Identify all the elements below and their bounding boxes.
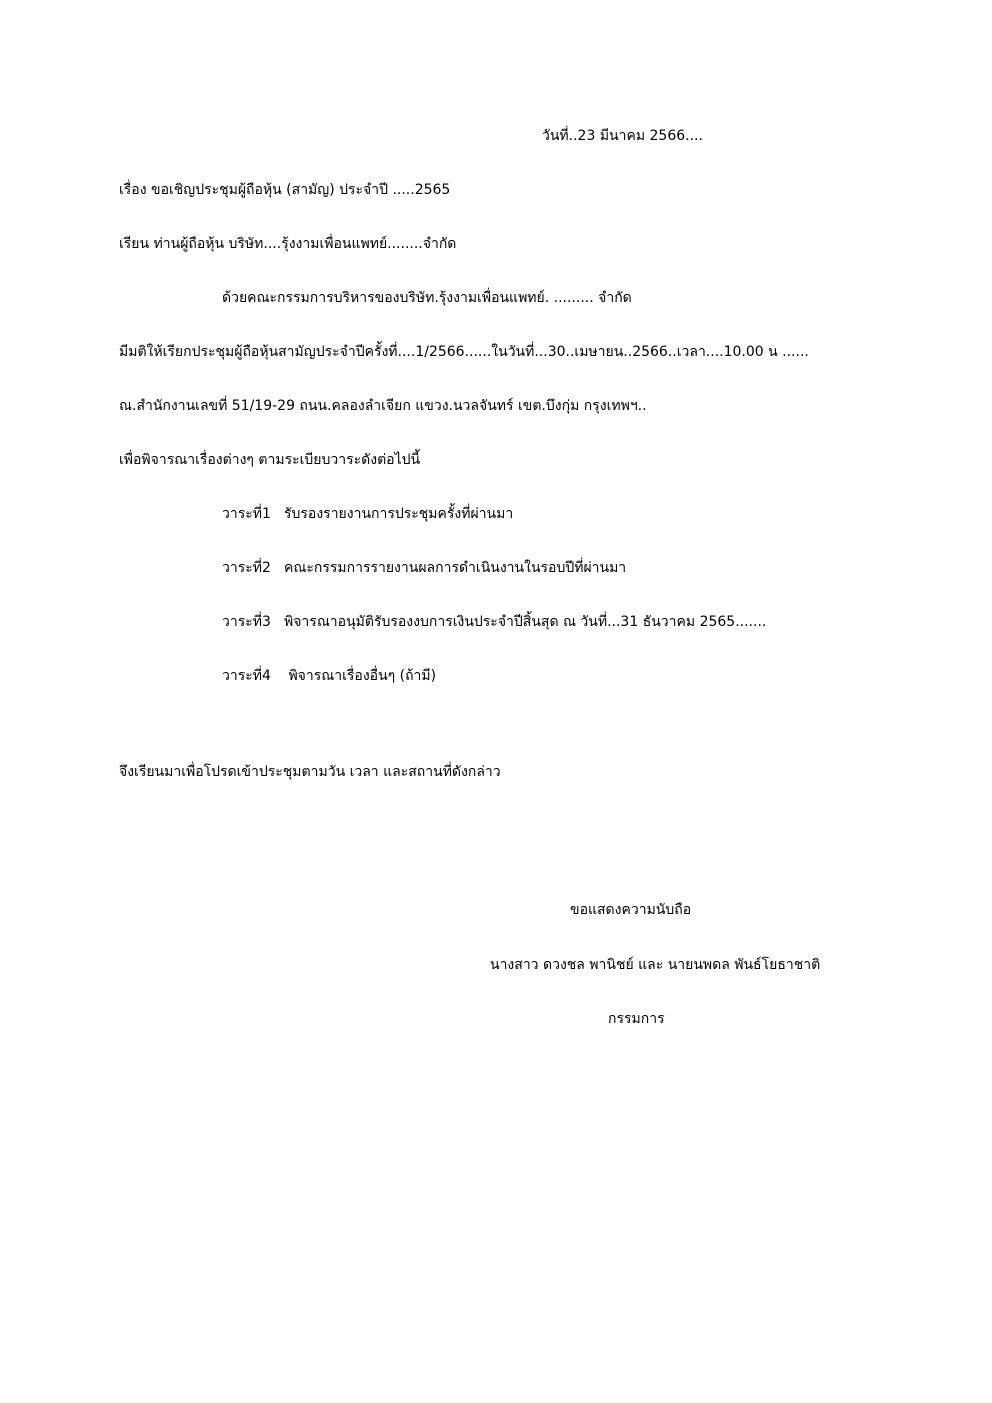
- letter-purpose: เพื่อพิจารณาเรื่องต่างๆ ตามระเบียบวาระดังต่อไปนี้: [119, 452, 421, 468]
- agenda-text: คณะกรรมการรายงานผลการดำเนินงานในรอบปีที่ผ่านมา: [284, 560, 627, 576]
- letter-resolution: มีมติให้เรียกประชุมผู้ถือหุ้นสามัญประจำปีครั้งที่....1/2566......ในวันที่...30..เมษายน..2566..เวลา....10.00 น ......: [119, 344, 809, 360]
- agenda-label: วาระที่2: [222, 560, 271, 576]
- agenda-label: วาระที่1: [222, 506, 271, 522]
- letter-subject: เรื่อง ขอเชิญประชุมผู้ถือหุ้น (สามัญ) ประจำปี .....2565: [119, 182, 451, 198]
- letter-signers: นางสาว ดวงชล พานิชย์ และ นายนพดล พันธ์โยธาชาติ: [490, 957, 821, 973]
- agenda-label: วาระที่3: [222, 614, 271, 630]
- letter-closing: จึงเรียนมาเพื่อโปรดเข้าประชุมตามวัน เวลา และสถานที่ดังกล่าว: [119, 764, 501, 780]
- agenda-item: [222, 504, 513, 524]
- letter-date: วันที่..23 มีนาคม 2566....: [542, 128, 703, 144]
- letter-location: ณ.สำนักงานเลขที่ 51/19-29 ถนน.คลองลำเจียก แขวง.นวลจันทร์ เขต.บึงกุ่ม กรุงเทพฯ..: [119, 398, 647, 414]
- letter-recipient: เรียน ท่านผู้ถือหุ้น บริษัท....รุ้งงามเพื่อนแพทย์........จำกัด: [119, 236, 457, 252]
- agenda-text: รับรองรายงานการประชุมครั้งที่ผ่านมา: [284, 506, 514, 522]
- agenda-text: พิจารณาเรื่องอื่นๆ (ถ้ามี): [284, 668, 437, 684]
- agenda-label: วาระที่4: [222, 668, 271, 684]
- agenda-item: [222, 558, 626, 578]
- agenda-item: [222, 666, 436, 686]
- letter-regards: ขอแสดงความนับถือ: [570, 902, 692, 918]
- agenda-text: พิจารณาอนุมัติรับรองงบการเงินประจำปีสิ้นสุด ณ วันที่...31 ธันวาคม 2565.......: [284, 614, 767, 630]
- letter-intro: ด้วยคณะกรรมการบริหารของบริษัท.รุ้งงามเพื่อนแพทย์. ......... จำกัด: [222, 290, 632, 306]
- signer-position: กรรมการ: [608, 1011, 665, 1027]
- agenda-item: [222, 612, 766, 632]
